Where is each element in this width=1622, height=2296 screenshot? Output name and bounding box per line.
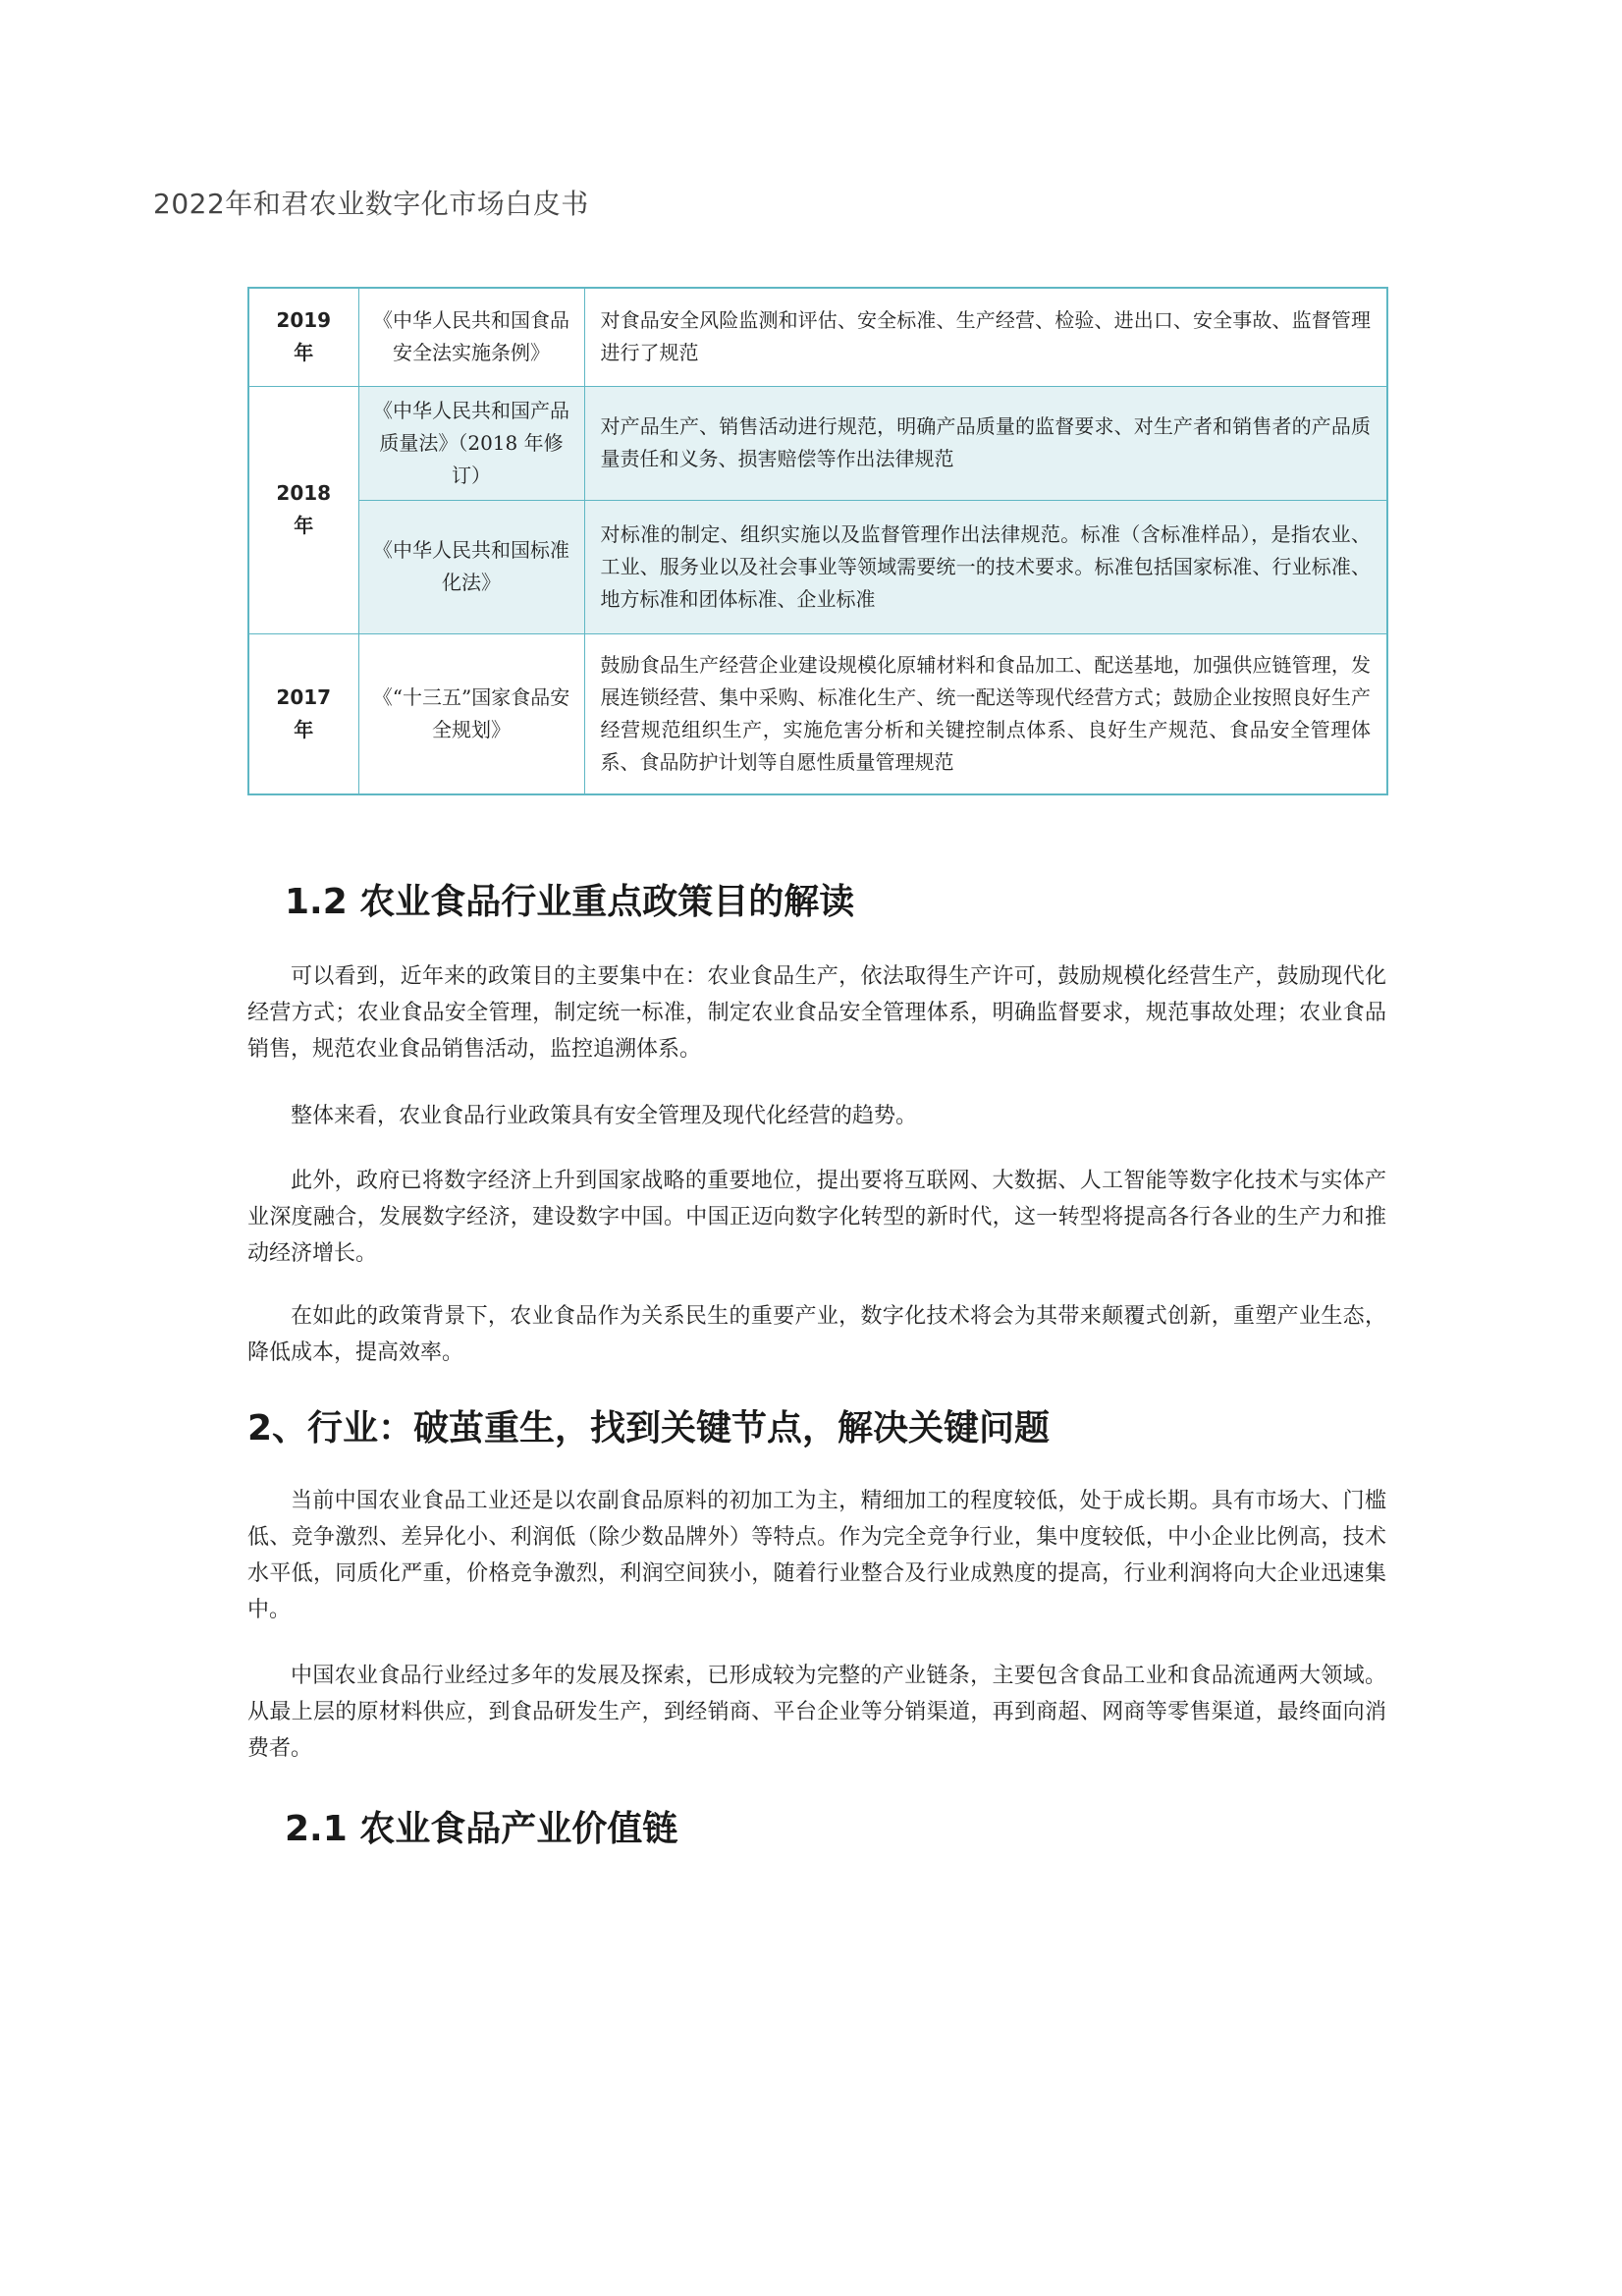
- document-header-title: 2022年和君农业数字化市场白皮书: [153, 188, 589, 220]
- policy-year-cell: 2018 年: [248, 386, 358, 633]
- policy-law-cell: 《“十三五”国家食品安全规划》: [358, 633, 584, 794]
- policy-desc-cell: 鼓励食品生产经营企业建设规模化原辅材料和食品加工、配送基地，加强供应链管理，发展连锁经营、集中采购、标准化生产、统一配送等现代经营方式；鼓励企业按照良好生产经营规范组织生产，实施危害分析和关键控制点体系、良好生产规范、食品安全管理体系、食品防护计划等自愿性质量管理规范: [584, 633, 1387, 794]
- section-heading-1-2: 1.2 农业食品行业重点政策目的解读: [285, 882, 855, 922]
- table-row: [248, 386, 1387, 500]
- table-row: [248, 500, 1387, 633]
- paragraph: 在如此的政策背景下，农业食品作为关系民生的重要产业，数字化技术将会为其带来颠覆式创新，重塑产业生态，降低成本，提高效率。: [247, 1304, 1386, 1365]
- policy-year-cell: 2017 年: [248, 633, 358, 794]
- paragraph: 中国农业食品行业经过多年的发展及探索，已形成较为完整的产业链条，主要包含食品工业和食品流通两大领域。从最上层的原材料供应，到食品研发生产，到经销商、平台企业等分销渠道，再到商超、网商等零售渠道，最终面向消费者。: [247, 1664, 1386, 1761]
- policy-law-cell: 《中华人民共和国食品安全法实施条例》: [358, 288, 584, 386]
- policy-desc-cell: 对产品生产、销售活动进行规范，明确产品质量的监督要求、对生产者和销售者的产品质量责任和义务、损害赔偿等作出法律规范: [584, 386, 1387, 500]
- paragraph: 可以看到，近年来的政策目的主要集中在：农业食品生产，依法取得生产许可，鼓励规模化经营生产，鼓励现代化经营方式；农业食品安全管理，制定统一标准，制定农业食品安全管理体系，明确监督要求，规范事故处理；农业食品销售，规范农业食品销售活动，监控追溯体系。: [247, 964, 1386, 1062]
- policy-desc-cell: 对食品安全风险监测和评估、安全标准、生产经营、检验、进出口、安全事故、监督管理进行了规范: [584, 288, 1387, 386]
- paragraph: 当前中国农业食品工业还是以农副食品原料的初加工为主，精细加工的程度较低，处于成长期。具有市场大、门槛低、竞争激烈、差异化小、利润低（除少数品牌外）等特点。作为完全竞争行业，集中度较低，中小企业比例高，技术水平低，同质化严重，价格竞争激烈，利润空间狭小，随着行业整合及行业成熟度的提高，行业利润将向大企业迅速集中。: [247, 1489, 1386, 1622]
- table-row: [248, 633, 1387, 794]
- policy-law-cell: 《中华人民共和国标准化法》: [358, 500, 584, 633]
- policy-table: [247, 287, 1388, 795]
- policy-desc-cell: 对标准的制定、组织实施以及监督管理作出法律规范。标准（含标准样品），是指农业、工业、服务业以及社会事业等领域需要统一的技术要求。标准包括国家标准、行业标准、地方标准和团体标准、企业标准: [584, 500, 1387, 633]
- section-heading-2-1: 2.1 农业食品产业价值链: [285, 1809, 678, 1849]
- table-row: [248, 288, 1387, 386]
- paragraph: 整体来看，农业食品行业政策具有安全管理及现代化经营的趋势。: [291, 1104, 918, 1128]
- policy-law-cell: 《中华人民共和国产品质量法》（2018 年修订）: [358, 386, 584, 500]
- policy-year-cell: 2019 年: [248, 288, 358, 386]
- section-heading-2: 2、行业：破茧重生，找到关键节点，解决关键问题: [247, 1408, 1051, 1449]
- paragraph: 此外，政府已将数字经济上升到国家战略的重要地位，提出要将互联网、大数据、人工智能等数字化技术与实体产业深度融合，发展数字经济，建设数字中国。中国正迈向数字化转型的新时代，这一转型将提高各行各业的生产力和推动经济增长。: [247, 1169, 1386, 1266]
